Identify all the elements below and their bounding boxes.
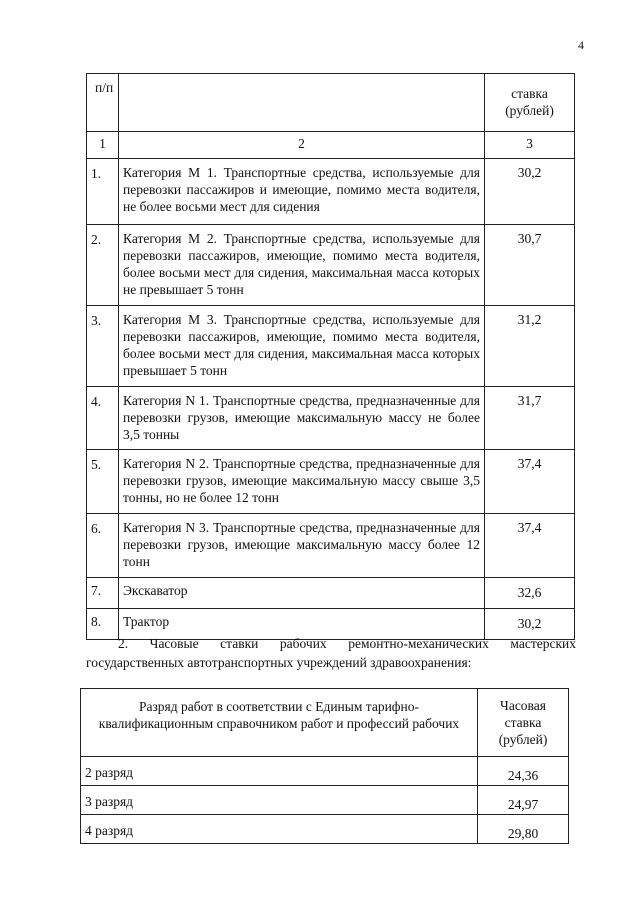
table-header-row: [87, 74, 575, 132]
table-row: [87, 450, 575, 514]
header-description: [119, 74, 485, 132]
column-index: 1: [87, 132, 119, 159]
row-rate: 31,7: [485, 387, 575, 450]
table-row: [81, 757, 569, 786]
header-hourly-rate-line2: ставка: [504, 715, 542, 730]
column-index-row: [87, 132, 575, 159]
table-row: [81, 786, 569, 815]
table-row: [87, 159, 575, 225]
row-rate: 30,7: [485, 225, 575, 306]
header-grade: Разряд работ в соответствии с Единым тарифно-квалификационным справочником работ и профессий рабочих: [81, 689, 478, 757]
hourly-rates-table: [80, 688, 569, 844]
header-rate-line1: ставка: [511, 86, 548, 101]
header-rate: [485, 74, 575, 132]
row-description: Категория М 2. Транспортные средства, используемые для перевозки пассажиров, имеющие, помимо места водителя, более восьми мест для сидения, максимальная масса которых не превышает 5 тонн: [119, 225, 485, 306]
row-description: Категория N 3. Транспортные средства, предназначенные для перевозки грузов, имеющие максимальную массу более 12 тонн: [119, 514, 485, 578]
table-header-row: [81, 689, 569, 757]
section-2-paragraph: 2. Часовые ставки рабочих ремонтно-механических мастерских государственных автотранспортных учреждений здравоохранения:: [86, 636, 576, 670]
row-description: Категория N 1. Транспортные средства, предназначенные для перевозки грузов, имеющие максимальную массу не более 3,5 тонны: [119, 387, 485, 450]
header-number: п/п: [87, 74, 119, 132]
header-hourly-rate: [478, 689, 569, 757]
row-rate: 37,4: [485, 514, 575, 578]
page-number: 4: [578, 38, 584, 52]
row-number: 4.: [87, 387, 119, 450]
row-description: Трактор: [119, 609, 485, 640]
vehicle-rates-table: [86, 73, 575, 640]
row-description: Категория N 2. Транспортные средства, предназначенные для перевозки грузов, имеющие максимальную массу свыше 3,5 тонны, но не более 12 тонн: [119, 450, 485, 514]
row-rate: 24,97: [478, 786, 569, 815]
row-number: 6.: [87, 514, 119, 578]
row-rate: 37,4: [485, 450, 575, 514]
row-description: Категория М 1. Транспортные средства, используемые для перевозки пассажиров и имеющие, помимо места водителя, не более восьми мест для сидения: [119, 159, 485, 225]
row-grade: 4 разряд: [81, 815, 478, 844]
row-grade: 3 разряд: [81, 786, 478, 815]
table-row: [81, 815, 569, 844]
row-rate: 31,2: [485, 306, 575, 387]
row-number: 7.: [87, 578, 119, 609]
row-description: Категория М 3. Транспортные средства, используемые для перевозки пассажиров, имеющие, помимо места водителя, более восьми мест для сидения, максимальная масса которых превышает 5 тонн: [119, 306, 485, 387]
table-row: [87, 514, 575, 578]
table-row: [87, 306, 575, 387]
row-description: Экскаватор: [119, 578, 485, 609]
row-rate: 24,36: [478, 757, 569, 786]
row-number: 1.: [87, 159, 119, 225]
header-rate-line2: (рублей): [505, 103, 554, 118]
row-grade: 2 разряд: [81, 757, 478, 786]
table-row: [87, 225, 575, 306]
table-row: [87, 578, 575, 609]
header-hourly-rate-line3: (рублей): [498, 732, 548, 747]
row-rate: 32,6: [485, 578, 575, 609]
row-number: 8.: [87, 609, 119, 640]
row-number: 3.: [87, 306, 119, 387]
row-rate: 30,2: [485, 159, 575, 225]
column-index: 3: [485, 132, 575, 159]
row-number: 2.: [87, 225, 119, 306]
row-rate: 29,80: [478, 815, 569, 844]
row-number: 5.: [87, 450, 119, 514]
header-hourly-rate-line1: Часовая: [500, 698, 546, 713]
table-row: [87, 387, 575, 450]
column-index: 2: [119, 132, 485, 159]
row-rate: 30,2: [485, 609, 575, 640]
